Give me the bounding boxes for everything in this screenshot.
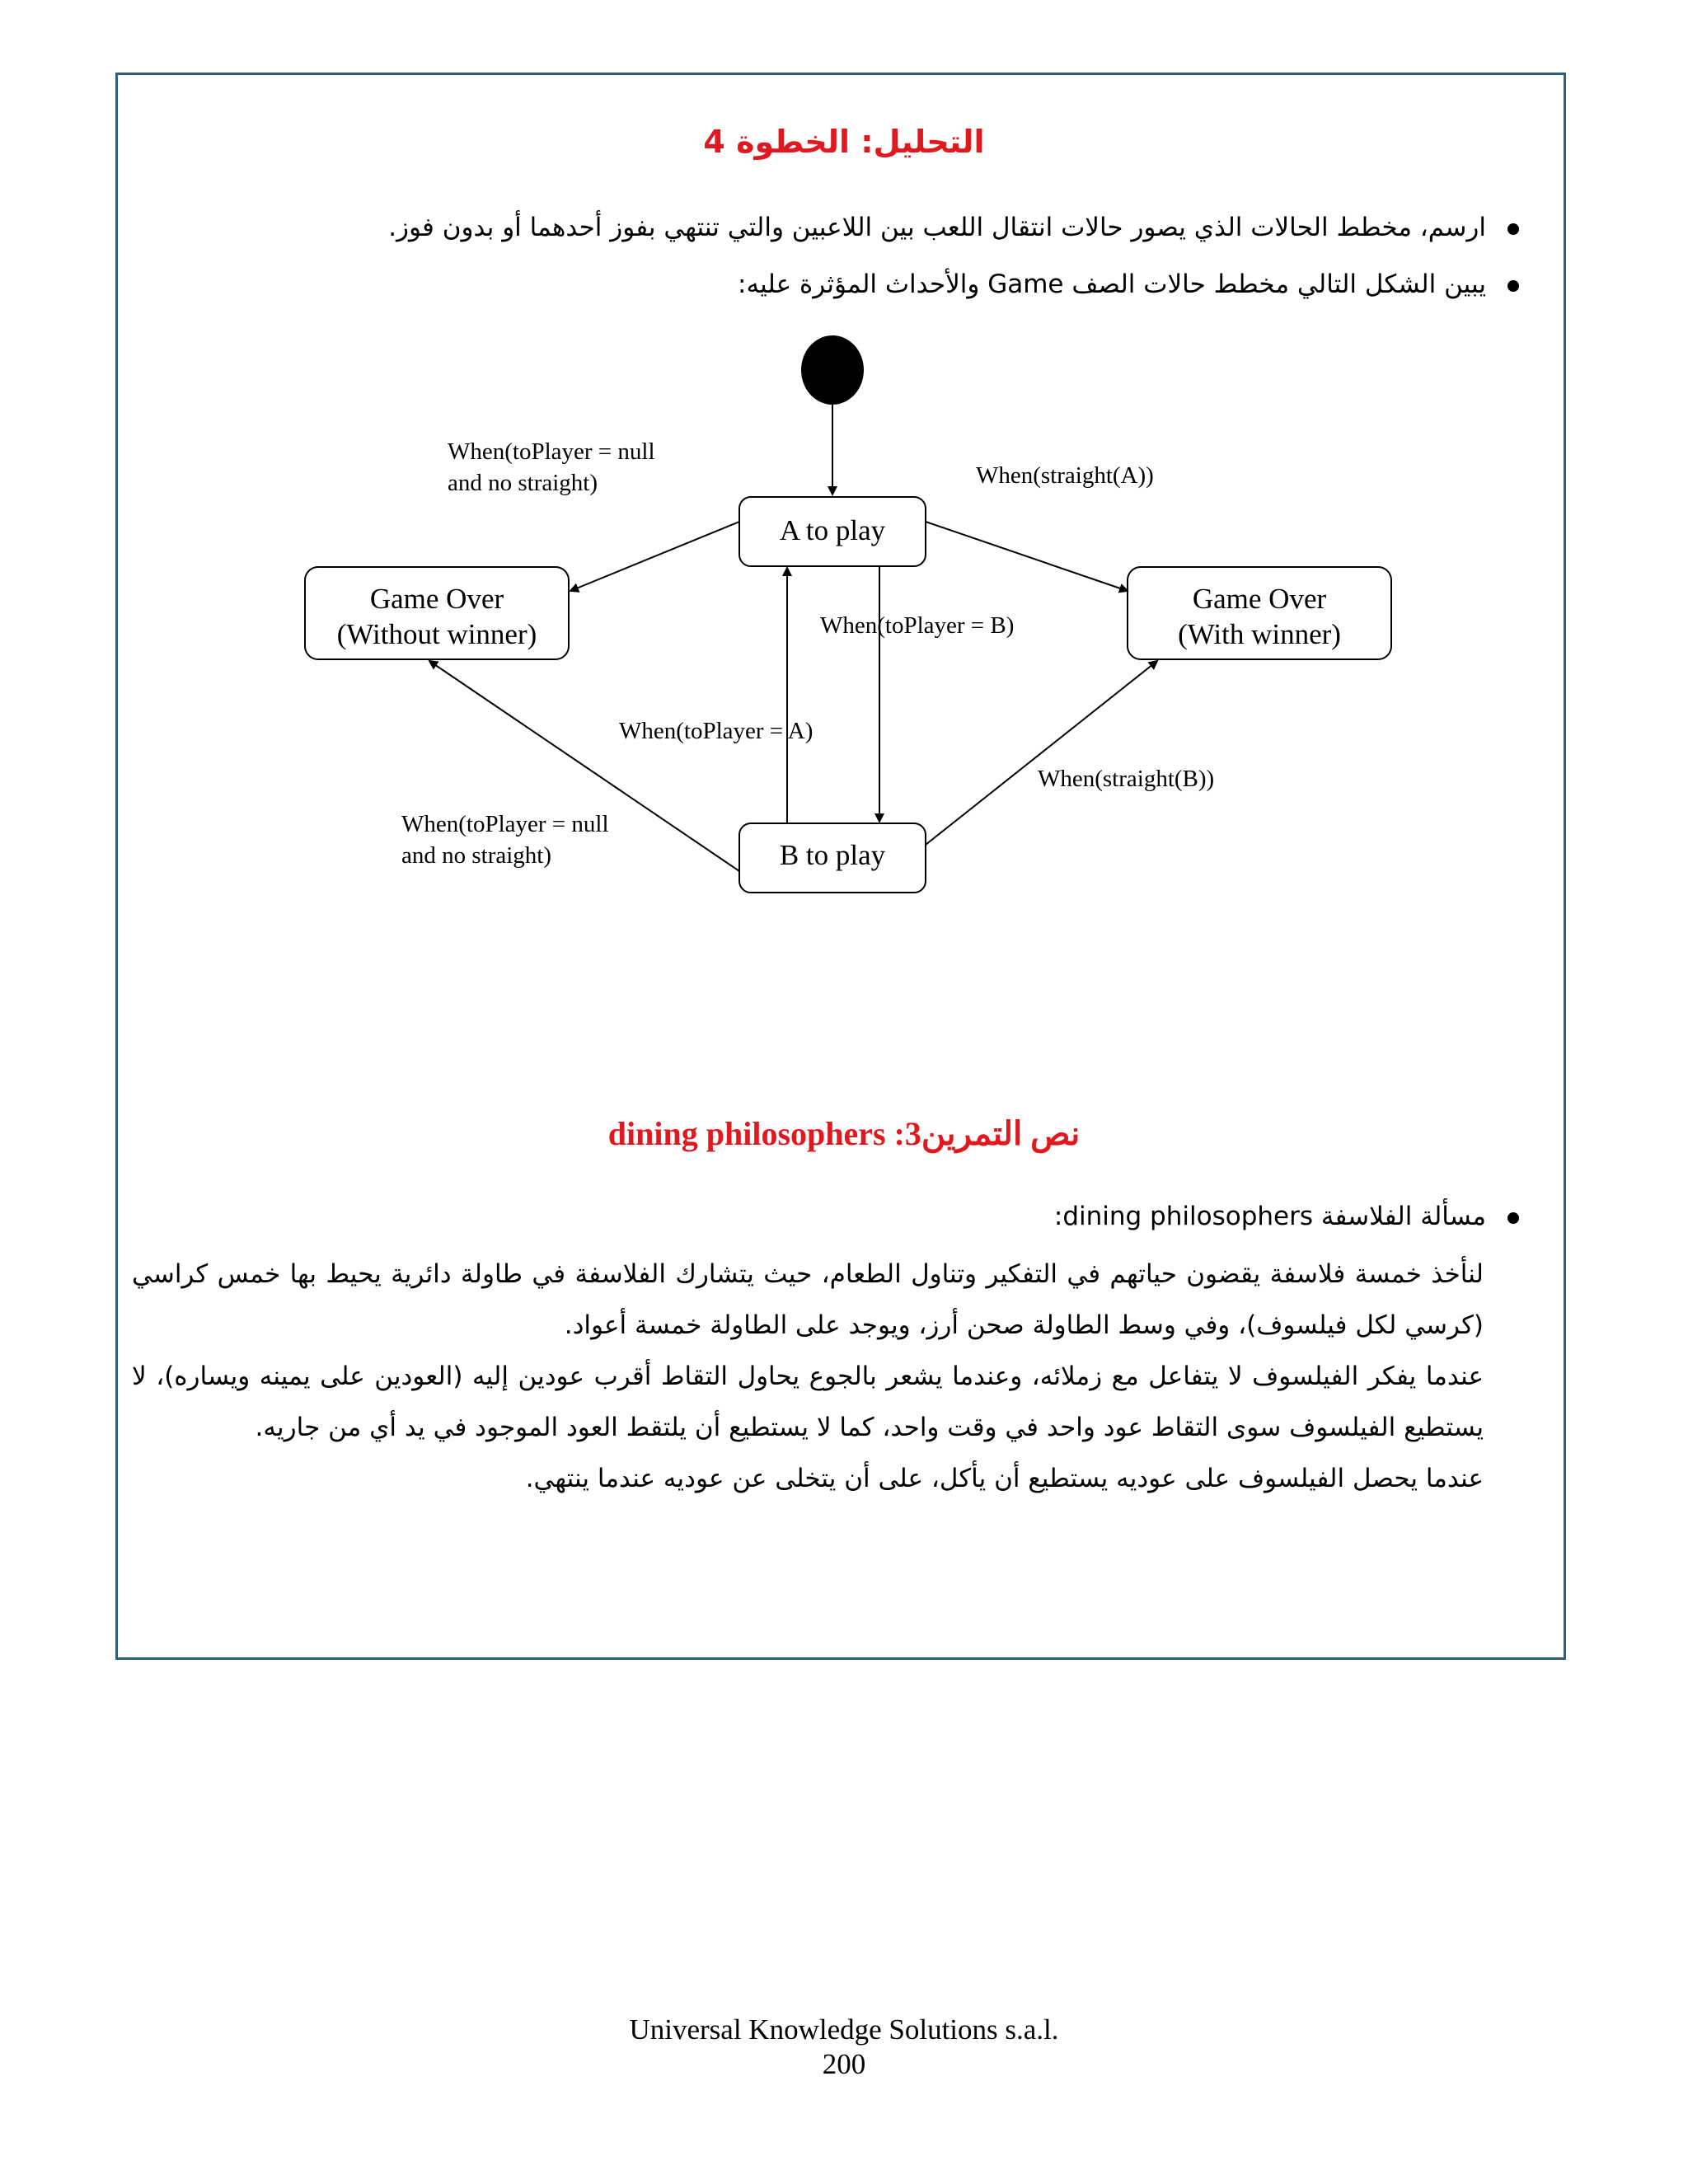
label-b-to-without-line1: When(toPlayer = null — [401, 811, 609, 837]
exercise-title-text: نص التمرين3: dining philosophers — [607, 1115, 1081, 1152]
footer-company: Universal Knowledge Solutions s.a.l. — [629, 2013, 1059, 2046]
bullet-text: ارسم، مخطط الحالات الذي يصور حالات انتقال اللعب بين اللاعبين والتي تنتهي بفوز أحدهما أو بدون فوز. — [388, 213, 1486, 242]
paragraph-intro: لنأخذ خمسة فلاسفة يقضون حياتهم في التفكير وتناول الطعام، حيث يتشارك الفلاسفة في طاولة دائرية يحيط بها خمس كراسي (كرسي لكل فيلسوف)، وفي وسط الطاولة صحن أرز، ويوجد على الطاولة خمسة أعواد. — [132, 1259, 1484, 1340]
bullet-text: مسألة الفلاسفة dining philosophers: — [1053, 1202, 1486, 1231]
page-number: 200 — [822, 2048, 866, 2080]
state-a-to-play-label: A to play — [779, 514, 886, 546]
step-title: التحليل: الخطوة 4 — [703, 124, 985, 160]
label-a-to-b: When(toPlayer = B) — [820, 612, 1015, 639]
initial-state — [801, 335, 864, 405]
exercise-bullet — [1054, 1202, 1519, 1231]
state-over-without-line2: (Without winner) — [336, 618, 537, 650]
label-a-to-with: When(straight(A)) — [976, 462, 1154, 489]
transition-a-to-without — [570, 522, 739, 591]
label-a-to-without-line2: and no straight) — [448, 470, 598, 496]
state-over-with-line1: Game Over — [1192, 583, 1327, 615]
transition-b-to-with — [926, 661, 1157, 845]
bullet-text: يبين الشكل التالي مخطط حالات الصف Game والأحداث المؤثرة عليه: — [738, 269, 1486, 299]
label-b-to-a: When(toPlayer = A) — [619, 718, 814, 744]
label-a-to-without-line1: When(toPlayer = null — [448, 438, 655, 465]
label-b-to-without-line2: and no straight) — [401, 842, 552, 869]
state-over-with-line2: (With winner) — [1178, 618, 1341, 650]
transition-a-to-with — [926, 522, 1128, 591]
state-diagram — [0, 0, 1688, 948]
label-b-to-with: When(straight(B)) — [1038, 766, 1215, 792]
state-over-without-line1: Game Over — [369, 583, 504, 615]
exercise-title — [0, 1114, 1688, 1153]
paragraph-eating: عندما يحصل الفيلسوف على عوديه يستطيع أن يأكل، على أن يتخلى عن عوديه عندما ينتهي. — [525, 1464, 1484, 1493]
state-b-to-play-label: B to play — [779, 839, 886, 871]
transition-b-to-without — [429, 661, 739, 871]
bullet-dot — [1507, 1212, 1519, 1224]
paragraph-rules: عندما يفكر الفيلسوف لا يتفاعل مع زملائه، وعندما يشعر بالجوع يحاول التقاط أقرب عودين إليه (العودين على يمينه ويساره)، لا يستطيع الفيلسوف سوى التقاط عود واحد في وقت واحد، كما لا يستطيع أن يلتقط العود الموجود في يد أي من جاريه. — [132, 1361, 1484, 1442]
